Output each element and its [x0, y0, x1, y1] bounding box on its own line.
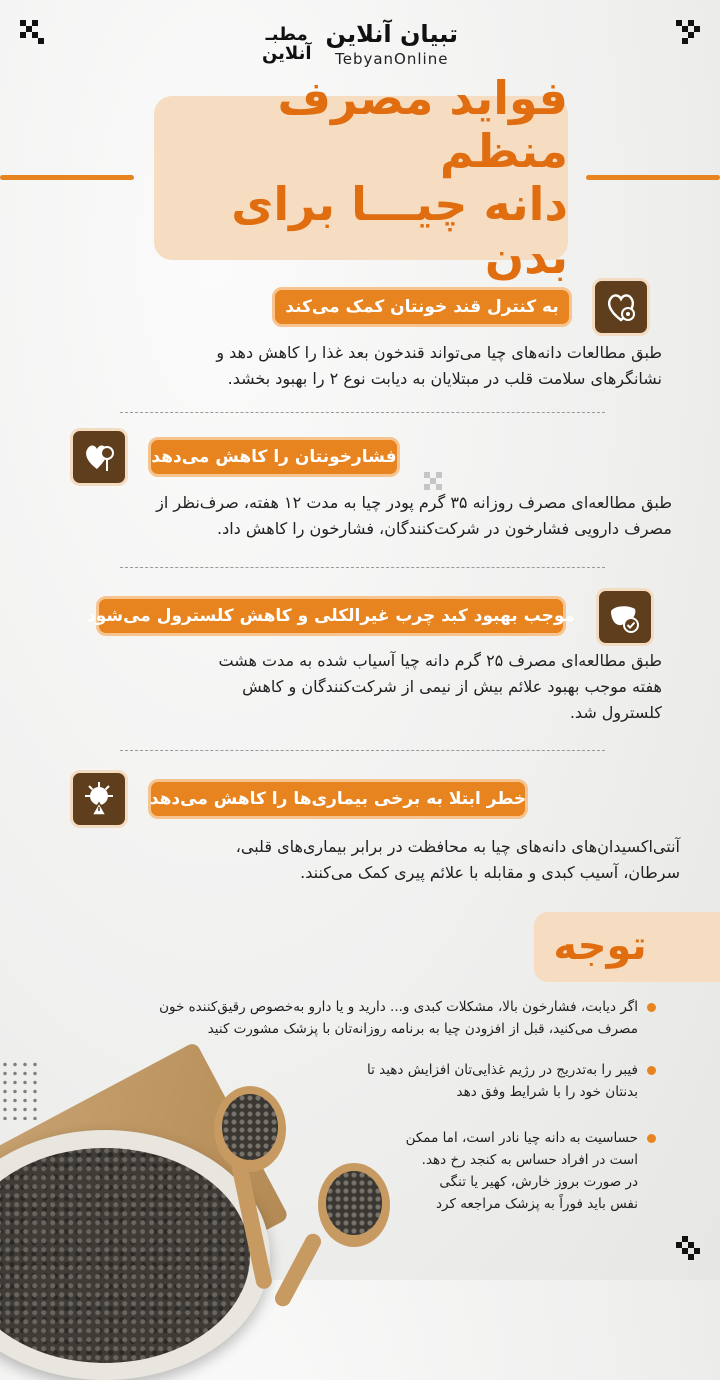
benefit-icon-4: [70, 770, 128, 828]
note-title: توجه: [553, 923, 647, 969]
note-bullet-dot-2: [647, 1066, 656, 1075]
benefit-heading-3: موجب بهبود کبد چرب غیرالکلی و کاهش کلسترول می‌شود: [96, 596, 566, 636]
title-line-2: دانه چیـــا برای بدن: [231, 177, 568, 284]
chia-spoon-2: [318, 1163, 390, 1247]
benefit-icon-2: [70, 428, 128, 486]
benefit-icon-1: [592, 278, 650, 336]
spoon-handle-2: [272, 1231, 324, 1309]
brand-logo: [0, 22, 720, 68]
benefit-text-3: طبق مطالعه‌ای مصرف ۲۵ گرم دانه چیا آسیاب شده به مدت هشت هفته موجب بهبود علائم بیش از نیمی از شرکت‌کنندگان و کاهش کلسترول شد.: [218, 651, 662, 722]
note-bullet-dot-1: [647, 1003, 656, 1012]
heart-apple-icon: [603, 289, 639, 325]
title-line-1: فواید مصرف منظم: [277, 71, 568, 179]
benefit-text-1: طبق مطالعات دانه‌های چیا می‌تواند قندخون بعد غذا را کاهش دهد و نشانگرهای سلامت قلب در مبتلایان به دیابت نوع ۲ را بهبود بخشد.: [216, 343, 662, 388]
benefit-heading-4: خطر ابتلا به برخی بیماری‌ها را کاهش می‌دهد: [148, 779, 528, 819]
brand-name: تبیان آنلاین: [325, 20, 459, 48]
divider-2: [120, 567, 605, 568]
divider-3: [120, 750, 605, 751]
title-line-left: [0, 175, 134, 180]
benefit-heading-2: فشارخونتان را کاهش می‌دهد: [148, 437, 400, 477]
benefit-text-2: طبق مطالعه‌ای مصرف روزانه ۳۵ گرم پودر چیا به مدت ۱۲ هفته، صرف‌نظر از مصرف دارویی فشارخون در شرکت‌کنندگان، فشارخون را کاهش داد.: [156, 493, 672, 538]
benefit-text-4: آنتی‌اکسیدان‌های دانه‌های چیا به محافظت در برابر بیماری‌های قلبی، سرطان، آسیب کبدی و مقابله با علائم پیری کمک می‌کنند.: [235, 837, 680, 882]
virus-warning-icon: [80, 780, 118, 818]
section-logo: مطبـ آنلاین: [261, 24, 312, 64]
note-bullet-2: فیبر را به‌تدریج در رژیم غذایی‌تان افزایش دهید تا بدنتان خود را با شرایط وفق دهد: [366, 1062, 638, 1100]
chia-spoon-1: [214, 1086, 286, 1172]
note-bullet-1: اگر دیابت، فشارخون بالا، مشکلات کبدی و... دارید و یا دارو به‌خصوص رقیق‌کننده خون مصرف می‌کنید، قبل از افزودن چیا به برنامه روزانه‌تان با پزشک مشورت کنید: [159, 999, 638, 1037]
pixel-decoration-bottom-right: [676, 1236, 700, 1260]
scattered-seeds: [0, 1060, 40, 1120]
page-title: [154, 71, 568, 284]
liver-check-icon: [607, 599, 643, 635]
divider-1: [120, 412, 605, 413]
heart-gauge-icon: [81, 439, 117, 475]
benefit-icon-3: [596, 588, 654, 646]
benefit-heading-1: به کنترل قند خونتان کمک می‌کند: [272, 287, 572, 327]
note-bullet-3: حساسیت به دانه چیا نادر است، اما ممکن است در افراد حساس به کنجد رخ دهد. در صورت بروز خارش، کهیر یا تنگی نفس باید فوراً به پزشک مراجعه کرد: [405, 1130, 638, 1212]
note-bullet-dot-3: [647, 1134, 656, 1143]
brand-name-latin: TebyanOnline: [335, 50, 449, 68]
title-line-right: [586, 175, 720, 180]
